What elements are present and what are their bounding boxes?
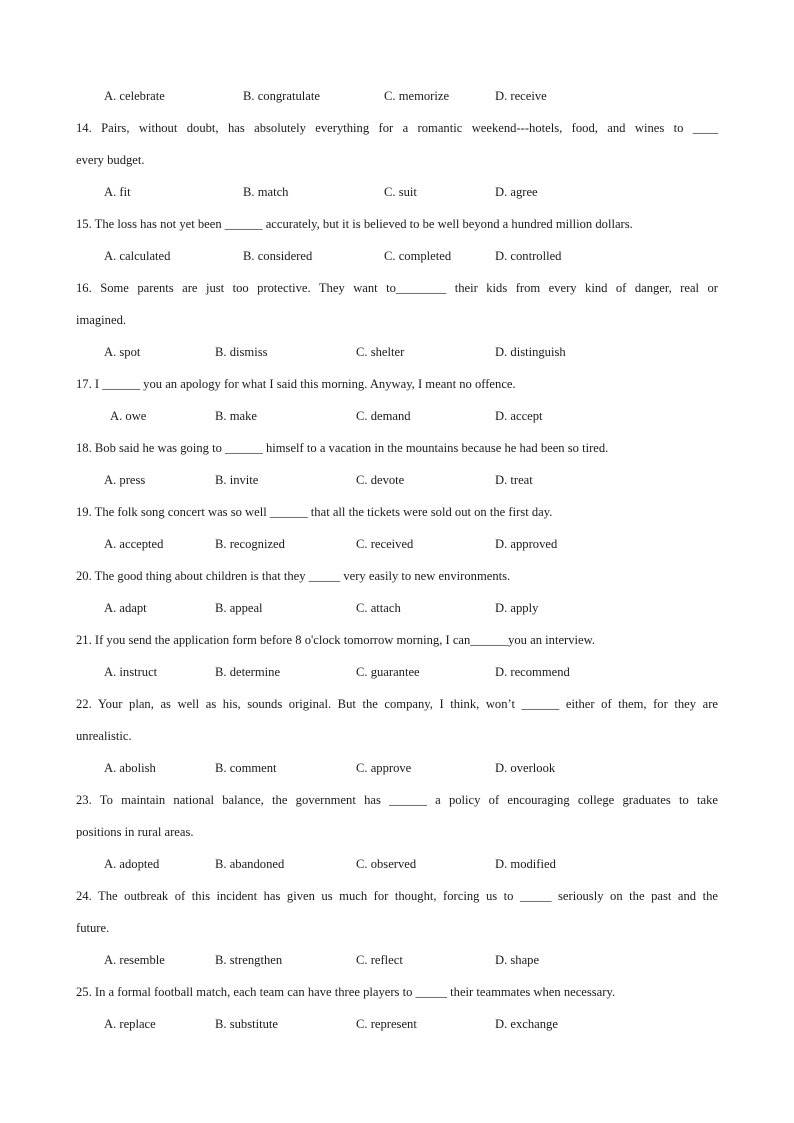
q14-option-b: B. match	[243, 185, 289, 199]
q14-option-c: C. suit	[384, 185, 417, 199]
q14-stem-line1: 14. Pairs, without doubt, has absolutely everything for a romantic weekend---hotels, food, and wines to ____	[76, 121, 718, 135]
q16-stem-line2: imagined.	[76, 313, 127, 327]
q22-option-c: C. approve	[356, 761, 412, 775]
q23-option-b: B. abandoned	[215, 857, 285, 871]
q19-option-a: A. accepted	[104, 537, 164, 551]
q22-stem-line1: 22. Your plan, as well as his, sounds original. But the company, I think, won’t ______ either of them, for they are	[76, 697, 718, 711]
q23-options	[0, 856, 700, 872]
q15-option-b: B. considered	[243, 249, 313, 263]
q24-option-a: A. resemble	[104, 953, 165, 967]
q22-option-a: A. abolish	[104, 761, 156, 775]
q20-option-a: A. adapt	[104, 601, 147, 615]
q16-option-a: A. spot	[104, 345, 141, 359]
q21-option-b: B. determine	[215, 665, 281, 679]
q13-option-a: A. celebrate	[104, 89, 165, 103]
q15-options	[0, 248, 700, 264]
q20-stem-line1: 20. The good thing about children is that they _____ very easily to new environments.	[76, 569, 511, 583]
q16-option-c: C. shelter	[356, 345, 405, 359]
q18-option-a: A. press	[104, 473, 146, 487]
q23-option-a: A. adopted	[104, 857, 160, 871]
q24-option-c: C. reflect	[356, 953, 403, 967]
q18-option-c: C. devote	[356, 473, 405, 487]
q17-option-a: A. owe	[110, 409, 147, 423]
q23-stem-line2: positions in rural areas.	[76, 825, 194, 839]
q25-option-a: A. replace	[104, 1017, 156, 1031]
q16-option-d: D. distinguish	[495, 345, 566, 359]
q24-options	[0, 952, 700, 968]
q20-options	[0, 600, 700, 616]
q17-options	[0, 408, 700, 424]
q22-stem-line2: unrealistic.	[76, 729, 132, 743]
q16-options	[0, 344, 700, 360]
q24-option-b: B. strengthen	[215, 953, 283, 967]
q22-option-b: B. comment	[215, 761, 277, 775]
q17-option-c: C. demand	[356, 409, 411, 423]
q15-option-d: D. controlled	[495, 249, 562, 263]
q14-option-d: D. agree	[495, 185, 538, 199]
q22-option-d: D. overlook	[495, 761, 556, 775]
q19-option-d: D. approved	[495, 537, 558, 551]
q21-option-a: A. instruct	[104, 665, 158, 679]
q15-option-a: A. calculated	[104, 249, 171, 263]
q15-stem-line1: 15. The loss has not yet been ______ accurately, but it is believed to be well beyond a hundred million dollars.	[76, 217, 633, 231]
q19-options	[0, 536, 700, 552]
q14-option-a: A. fit	[104, 185, 131, 199]
q21-option-d: D. recommend	[495, 665, 570, 679]
q16-stem-line1: 16. Some parents are just too protective. They want to________ their kids from every kind of danger, real or	[76, 281, 718, 295]
q21-option-c: C. guarantee	[356, 665, 420, 679]
q14-options	[0, 184, 700, 200]
q17-option-b: B. make	[215, 409, 257, 423]
q23-option-d: D. modified	[495, 857, 556, 871]
q21-options	[0, 664, 700, 680]
q23-stem-line1: 23. To maintain national balance, the government has ______ a policy of encouraging college graduates to take	[76, 793, 718, 807]
q20-option-d: D. apply	[495, 601, 539, 615]
q18-option-b: B. invite	[215, 473, 259, 487]
q16-option-b: B. dismiss	[215, 345, 268, 359]
q24-option-d: D. shape	[495, 953, 540, 967]
q25-option-d: D. exchange	[495, 1017, 558, 1031]
q23-option-c: C. observed	[356, 857, 417, 871]
q13-option-c: C. memorize	[384, 89, 450, 103]
q17-option-d: D. accept	[495, 409, 543, 423]
q19-option-b: B. recognized	[215, 537, 285, 551]
q18-options	[0, 472, 700, 488]
q22-options	[0, 760, 700, 776]
q14-stem-line2: every budget.	[76, 153, 145, 167]
q24-stem-line2: future.	[76, 921, 110, 935]
q20-option-b: B. appeal	[215, 601, 263, 615]
q19-option-c: C. received	[356, 537, 414, 551]
q25-stem-line1: 25. In a formal football match, each team can have three players to _____ their teammates when necessary.	[76, 985, 616, 999]
q25-option-b: B. substitute	[215, 1017, 278, 1031]
q19-stem-line1: 19. The folk song concert was so well ______ that all the tickets were sold out on the first day.	[76, 505, 553, 519]
q17-stem-line1: 17. I ______ you an apology for what I said this morning. Anyway, I meant no offence.	[76, 377, 516, 391]
q18-option-d: D. treat	[495, 473, 533, 487]
q13-option-d: D. receive	[495, 89, 547, 103]
q13-options	[0, 88, 700, 104]
q24-stem-line1: 24. The outbreak of this incident has given us much for thought, forcing us to _____ seriously on the past and the	[76, 889, 718, 903]
q13-option-b: B. congratulate	[243, 89, 320, 103]
q25-options	[0, 1016, 700, 1032]
q15-option-c: C. completed	[384, 249, 452, 263]
q18-stem-line1: 18. Bob said he was going to ______ himself to a vacation in the mountains because he had been so tired.	[76, 441, 609, 455]
q25-option-c: C. represent	[356, 1017, 417, 1031]
q21-stem-line1: 21. If you send the application form before 8 o'clock tomorrow morning, I can______you an interview.	[76, 633, 596, 647]
q20-option-c: C. attach	[356, 601, 401, 615]
